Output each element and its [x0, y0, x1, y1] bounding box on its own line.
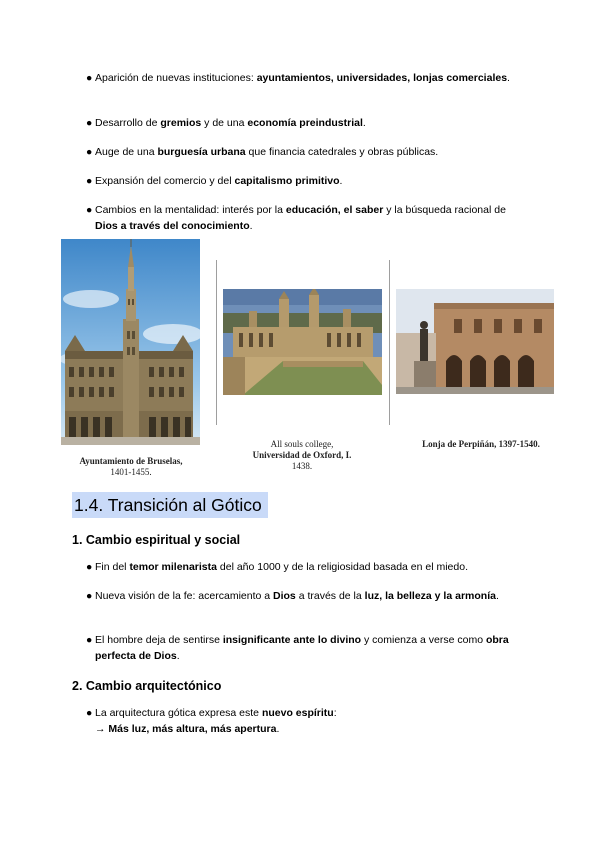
bold-text: Dios [273, 590, 296, 602]
bold-text-mas-luz: → Más luz, más altura, más apertura [95, 722, 277, 735]
bold-text: ayuntamientos, universidades, lonjas comerciales [256, 72, 508, 84]
photo-lonja-perpignan [396, 289, 554, 394]
subsection-heading-espiritual: 1. Cambio espiritual y social [72, 533, 241, 547]
text: Auge de una [95, 146, 158, 158]
text: . [249, 219, 253, 232]
bold-text: insignificante ante lo divino [222, 634, 362, 646]
all-souls-illustration [223, 289, 382, 395]
photo-all-souls-college [223, 289, 382, 395]
text: . [339, 175, 343, 187]
bullet-hombre [86, 633, 527, 664]
bold-text: luz, la belleza y la armonía [364, 590, 496, 602]
text: Expansión del comercio y del [95, 175, 235, 187]
bold-text: economía preindustrial [247, 117, 363, 129]
bold-text: obra perfecta de Dios [95, 634, 509, 662]
lonja-illustration [396, 289, 554, 394]
text: . [495, 590, 499, 602]
bullet-dot: ● [86, 707, 93, 719]
text: . [362, 117, 366, 129]
caption-lonja [414, 439, 548, 450]
text: . [176, 649, 180, 662]
section-heading: 1.4. Transición al Gótico [72, 492, 268, 518]
bullet-dot: ● [86, 561, 93, 573]
caption-bold: Universidad de Oxford, I. [252, 450, 352, 460]
bold-text: gremios [160, 117, 202, 129]
bold-text: temor milenarista [129, 561, 217, 573]
text: Desarrollo de [95, 117, 161, 129]
bullet-dot: ● [86, 72, 93, 84]
bullet-gremios [86, 116, 527, 132]
caption-ayuntamiento [62, 456, 200, 478]
bullet-instituciones [86, 71, 527, 87]
text: y la búsqueda racional de [383, 204, 506, 216]
text: del año 1000 y de la religiosidad basada en el miedo. [216, 561, 468, 573]
ayuntamiento-illustration [61, 239, 200, 445]
text: . [276, 722, 280, 735]
caption-bold: Lonja de Perpiñán, 1397-1540. [422, 439, 540, 449]
text: . [507, 72, 510, 84]
photo-ayuntamiento-bruselas [61, 239, 200, 445]
caption-date: 1401-1455. [110, 467, 152, 477]
text: a través de la [295, 590, 365, 602]
bullet-dot: ● [86, 590, 93, 602]
text: El hombre deja de sentirse [95, 634, 223, 646]
text: Fin del [95, 561, 130, 573]
subsection-heading-arquitectonico: 2. Cambio arquitectónico [72, 679, 222, 693]
caption-title: All souls college, [270, 439, 334, 449]
bullet-dot: ● [86, 146, 93, 158]
text: Aparición de nuevas instituciones: [95, 72, 257, 84]
bullet-mentalidad [86, 203, 527, 234]
caption-bold: Ayuntamiento de Bruselas, [79, 456, 183, 466]
bullet-dot: ● [86, 175, 93, 187]
text: Nueva visión de la fe: acercamiento a [95, 590, 274, 602]
text: que financia catedrales y obras públicas. [245, 146, 439, 158]
divider-line [389, 260, 390, 425]
bold-text: capitalismo primitivo [234, 175, 340, 187]
bold-text: Dios a través del conocimiento [95, 219, 250, 232]
bold-text: educación, el saber [285, 204, 384, 216]
bullet-temor [86, 560, 527, 576]
bullet-dot: ● [86, 634, 93, 646]
bullet-vision-fe [86, 589, 527, 605]
divider-line [216, 260, 217, 425]
bold-text: nuevo espíritu [261, 707, 334, 719]
bullet-dot: ● [86, 204, 93, 216]
bullet-burguesia [86, 145, 527, 161]
bullet-dot: ● [86, 117, 93, 129]
text: La arquitectura gótica expresa este [95, 707, 262, 719]
bold-text: burguesía urbana [157, 146, 246, 158]
bullet-arquitectura-gotica [86, 706, 527, 737]
caption-all-souls [240, 439, 364, 472]
caption-date: 1438. [291, 461, 313, 471]
text: y de una [201, 117, 248, 129]
text: Cambios en la mentalidad: interés por la [95, 204, 286, 216]
text: : [333, 707, 337, 719]
bullet-comercio [86, 174, 527, 190]
text: y comienza a verse como [361, 634, 486, 646]
